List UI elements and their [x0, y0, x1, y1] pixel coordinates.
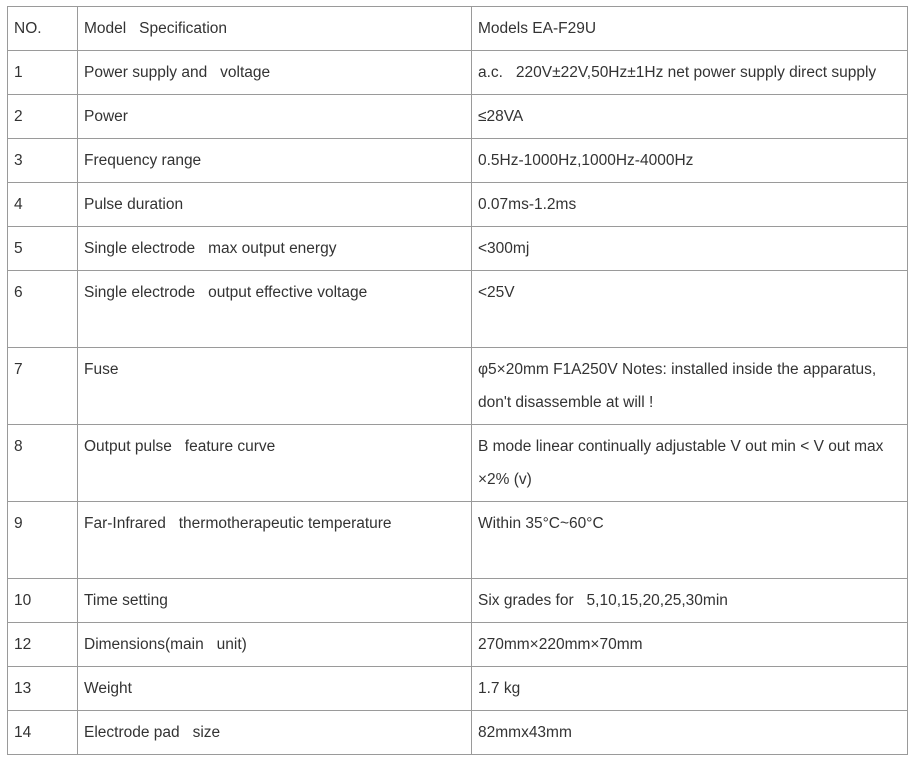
row-spec: Fuse: [78, 348, 472, 425]
header-model: Models EA-F29U: [472, 7, 908, 51]
row-no: 9: [8, 502, 78, 579]
specification-table: [7, 6, 908, 755]
row-spec: Time setting: [78, 579, 472, 623]
row-spec: Single electrode output effective voltage: [78, 271, 472, 348]
table-row: [8, 139, 908, 183]
row-no: 13: [8, 667, 78, 711]
table-row: [8, 227, 908, 271]
row-value: ≤28VA: [472, 95, 908, 139]
row-value: <300mj: [472, 227, 908, 271]
row-no: 3: [8, 139, 78, 183]
table-row: [8, 271, 908, 348]
table-row: [8, 579, 908, 623]
row-spec: Pulse duration: [78, 183, 472, 227]
table-row: [8, 425, 908, 502]
row-value: Within 35°C~60°C: [472, 502, 908, 579]
row-no: 10: [8, 579, 78, 623]
table-row: [8, 51, 908, 95]
row-spec: Far-Infrared thermotherapeutic temperature: [78, 502, 472, 579]
row-value: 0.07ms-1.2ms: [472, 183, 908, 227]
row-no: 6: [8, 271, 78, 348]
row-spec: Frequency range: [78, 139, 472, 183]
table-row: [8, 348, 908, 425]
row-no: 7: [8, 348, 78, 425]
row-no: 5: [8, 227, 78, 271]
row-value: 270mm×220mm×70mm: [472, 623, 908, 667]
row-spec: Weight: [78, 667, 472, 711]
table-row: [8, 502, 908, 579]
table-row: [8, 623, 908, 667]
row-spec: Power: [78, 95, 472, 139]
row-value: 82mmx43mm: [472, 711, 908, 755]
row-spec: Electrode pad size: [78, 711, 472, 755]
row-no: 12: [8, 623, 78, 667]
row-value: 1.7 kg: [472, 667, 908, 711]
row-no: 14: [8, 711, 78, 755]
header-spec: Model Specification: [78, 7, 472, 51]
table-header-row: [8, 7, 908, 51]
table-row: [8, 95, 908, 139]
row-value: φ5×20mm F1A250V Notes: installed inside the apparatus, don't disassemble at will !: [472, 348, 908, 425]
row-value: <25V: [472, 271, 908, 348]
table-row: [8, 711, 908, 755]
table-row: [8, 183, 908, 227]
row-no: 8: [8, 425, 78, 502]
row-value: B mode linear continually adjustable V out min < V out max ×2% (v): [472, 425, 908, 502]
row-value: 0.5Hz-1000Hz,1000Hz-4000Hz: [472, 139, 908, 183]
row-no: 4: [8, 183, 78, 227]
header-no: NO.: [8, 7, 78, 51]
table-row: [8, 667, 908, 711]
row-no: 1: [8, 51, 78, 95]
row-spec: Output pulse feature curve: [78, 425, 472, 502]
row-spec: Dimensions(main unit): [78, 623, 472, 667]
row-no: 2: [8, 95, 78, 139]
row-value: Six grades for 5,10,15,20,25,30min: [472, 579, 908, 623]
row-value: a.c. 220V±22V,50Hz±1Hz net power supply direct supply: [472, 51, 908, 95]
row-spec: Power supply and voltage: [78, 51, 472, 95]
row-spec: Single electrode max output energy: [78, 227, 472, 271]
